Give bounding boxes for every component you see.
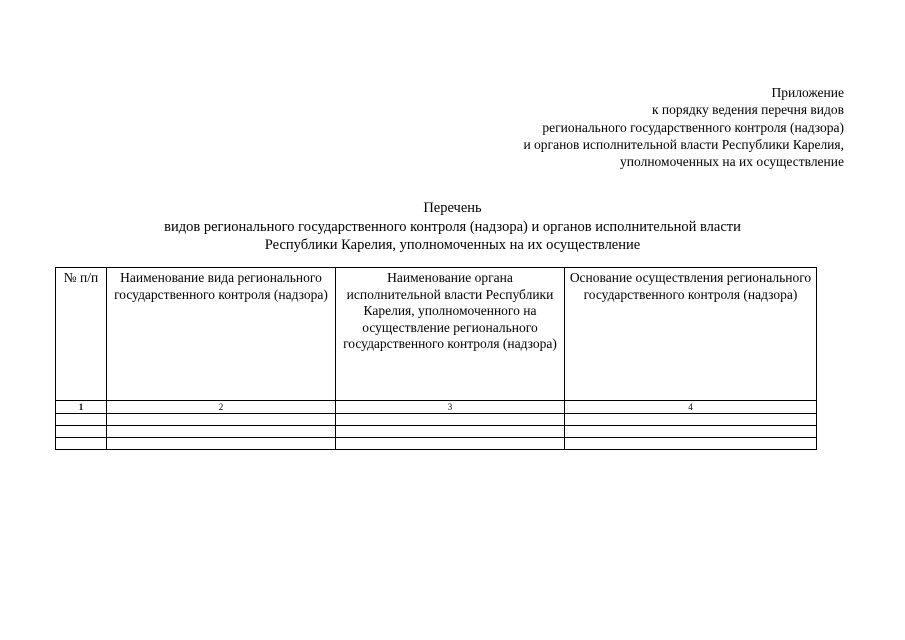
column-number: 1 [78,401,84,412]
table-row [56,414,817,426]
table-row [56,426,817,438]
header-cell-number [56,268,107,401]
column-number: 4 [688,401,693,412]
table-cell [336,414,565,426]
header-cell-authority [336,268,565,401]
document-title [0,199,905,255]
table-cell [56,414,107,426]
header-label: Наименование вида регионального государственного контроля (надзора) [114,270,328,302]
table-header-row [56,268,817,401]
table-cell [336,426,565,438]
table-cell [56,438,107,450]
column-number-row [56,401,817,414]
registry-table [55,267,817,450]
table-cell [565,414,817,426]
table-cell [107,414,336,426]
column-number: 3 [447,401,453,412]
column-number-cell [565,401,817,414]
table-cell [565,426,817,438]
table-cell [56,426,107,438]
table-cell [107,438,336,450]
table-cell [565,438,817,450]
header-cell-control-type [107,268,336,401]
column-number-cell [56,401,107,414]
header-label: № п/п [63,270,99,285]
table-row [56,438,817,450]
column-number-cell [107,401,336,414]
appendix-note [424,84,844,170]
title-line: видов регионального государственного контроля (надзора) и органов исполнительной власти [164,218,741,235]
table-cell [336,438,565,450]
header-label: Наименование органа исполнительной власти Республики Карелия, уполномоченного на осуществление регионального государственного контроля (надзора) [343,270,557,351]
appendix-line: Приложение [771,85,844,100]
appendix-line: к порядку ведения перечня видов [651,102,844,118]
table-cell [107,426,336,438]
appendix-line: уполномоченных на их осуществление [620,154,844,170]
appendix-line: и органов исполнительной власти Республики Карелия, [523,136,844,152]
header-label: Основание осуществления регионального государственного контроля (надзора) [569,270,812,302]
title-line: Перечень [423,200,482,216]
column-number-cell [336,401,565,414]
column-number: 2 [218,401,224,412]
header-cell-basis [565,268,817,401]
title-line: Республики Карелия, уполномоченных на их осуществление [264,237,641,253]
appendix-line: регионального государственного контроля (надзора) [542,119,844,135]
